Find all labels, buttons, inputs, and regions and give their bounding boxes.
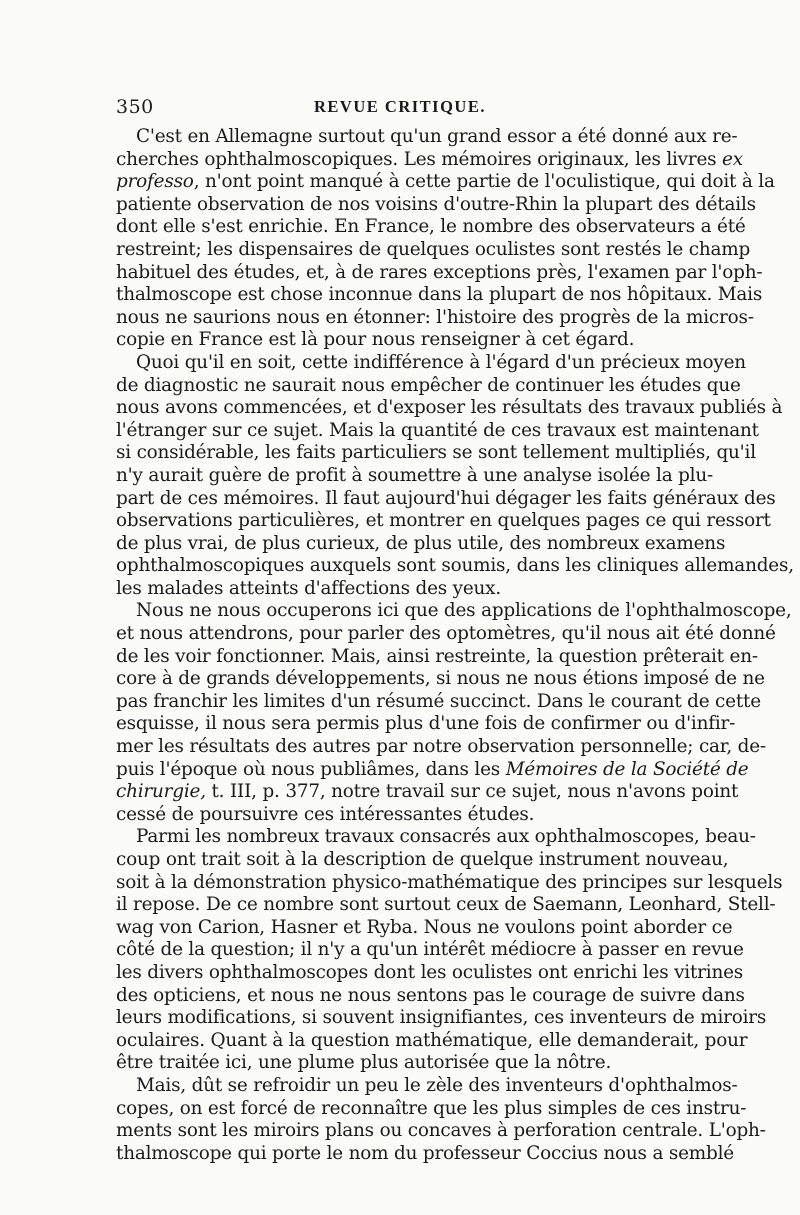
text-line: Mais, dût se refroidir un peu le zèle des inventeurs d'ophthalmos- — [136, 1074, 738, 1096]
text-line: copie en France est là pour nous renseigner à cet égard. — [116, 329, 635, 351]
text-line: copes, on est forcé de reconnaître que les plus simples de ces instru- — [116, 1097, 747, 1119]
text-line: nous avons commencées, et d'exposer les résultats des travaux publiés à — [116, 397, 783, 419]
text-line: être traitée ici, une plume plus autorisée que la nôtre. — [116, 1052, 612, 1074]
italic-term: professo — [116, 171, 194, 193]
text-line: soit à la démonstration physico-mathématique des principes sur lesquels — [116, 871, 783, 893]
text-line: et nous attendrons, pour parler des optomètres, qu'il nous ait été donné — [116, 623, 776, 645]
text-line: core à de grands développements, si nous ne nous étions imposé de ne — [116, 668, 765, 690]
text-line: de les voir fonctionner. Mais, ainsi restreinte, la question prêterait en- — [116, 645, 758, 667]
text-line: cessé de poursuivre ces intéressantes études. — [116, 803, 535, 825]
text-line-segment: t. III, p. 377, notre travail sur ce sujet, nous n'avons point — [205, 781, 739, 803]
text-line: des opticiens, et nous ne nous sentons pas le courage de suivre dans — [116, 984, 745, 1006]
text-line — [116, 148, 743, 172]
text-line: Nous ne nous occuperons ici que des applications de l'ophthalmoscope, — [136, 600, 792, 622]
text-line: Quoi qu'il en soit, cette indifférence à l'égard d'un précieux moyen — [136, 351, 746, 373]
text-line: coup ont trait soit à la description de quelque instrument nouveau, — [116, 849, 729, 870]
italic-title: Mémoires de la Société de — [505, 758, 749, 780]
text-line-segment: puis l'époque où nous publiâmes, dans les — [116, 758, 501, 780]
text-line: habituel des études, et, à de rares exceptions près, l'examen par l'oph- — [116, 261, 763, 283]
text-line: de diagnostic ne saurait nous empêcher de continuer les études que — [116, 374, 741, 396]
text-line: restreint; les dispensaires de quelques oculistes sont restés le champ — [116, 238, 751, 260]
text-line: les malades atteints d'affections des yeux. — [116, 577, 502, 599]
text-line: part de ces mémoires. Il faut aujourd'hui dégager les faits généraux des — [116, 487, 776, 509]
text-line: oculaires. Quant à la question mathématique, elle demanderait, pour — [116, 1029, 748, 1051]
text-line: les divers ophthalmoscopes dont les oculistes ont enrichi les vitrines — [116, 961, 744, 983]
body-text — [116, 126, 794, 1165]
text-line: ophthalmoscopiques auxquels sont soumis, dans les cliniques allemandes, — [116, 555, 794, 577]
text-line — [116, 171, 775, 194]
text-line: nous ne saurions nous en étonner: l'histoire des progrès de la micros- — [116, 306, 754, 328]
page-header — [116, 96, 684, 122]
text-line: n'y aurait guère de profit à soumettre à une analyse isolée la plu- — [116, 464, 714, 486]
page-number: 350 — [116, 96, 154, 118]
text-line: thalmoscope est chose inconnue dans la plupart de nos hôpitaux. Mais — [116, 284, 763, 306]
text-line: l'étranger sur ce sujet. Mais la quantité de ces travaux est maintenant — [116, 419, 759, 441]
text-line: leurs modifications, si souvent insignifiantes, ces inventeurs de miroirs — [116, 1007, 767, 1029]
text-line — [116, 781, 739, 804]
text-line: si considérable, les faits particuliers se sont tellement multipliés, qu'il — [116, 442, 756, 464]
italic-term: ex — [722, 148, 743, 170]
text-line: côté de la question; il n'y a qu'un intérêt médiocre à passer en revue — [116, 939, 744, 961]
text-line: thalmoscope qui porte le nom du professeur Coccius nous a semblé — [116, 1142, 734, 1164]
text-line: mer les résultats des autres par notre observation personnelle; car, de- — [116, 736, 766, 758]
text-line: ments sont les miroirs plans ou concaves à perforation centrale. L'oph- — [116, 1120, 766, 1142]
running-title: REVUE CRITIQUE. — [314, 97, 486, 116]
text-line: de plus vrai, de plus curieux, de plus utile, des nombreux examens — [116, 532, 726, 554]
text-line: dont elle s'est enrichie. En France, le nombre des observateurs a été — [116, 216, 746, 238]
text-line: observations particulières, et montrer en quelques pages ce qui ressort — [116, 510, 771, 532]
text-line: wag von Carion, Hasner et Ryba. Nous ne voulons point aborder ce — [116, 916, 733, 938]
italic-title: chirurgie, — [116, 781, 206, 803]
text-line: esquisse, il nous sera permis plus d'une fois de confirmer ou d'infir- — [116, 713, 736, 735]
text-line-segment: cherches ophthalmoscopiques. Les mémoires originaux, les livres — [116, 148, 717, 170]
text-line: il repose. De ce nombre sont surtout ceux de Saemann, Leonhard, Stell- — [116, 894, 776, 916]
text-line-segment: , n'ont point manqué à cette partie de l'oculistique, qui doit à la — [193, 171, 775, 193]
text-line: Parmi les nombreux travaux consacrés aux ophthalmoscopes, beau- — [136, 826, 756, 848]
text-line: pas franchir les limites d'un résumé succinct. Dans le courant de cette — [116, 690, 761, 712]
text-line: C'est en Allemagne surtout qu'un grand essor a été donné aux re- — [136, 126, 738, 147]
text-line — [116, 758, 749, 782]
text-line: patiente observation de nos voisins d'outre-Rhin la plupart des détails — [116, 193, 756, 215]
